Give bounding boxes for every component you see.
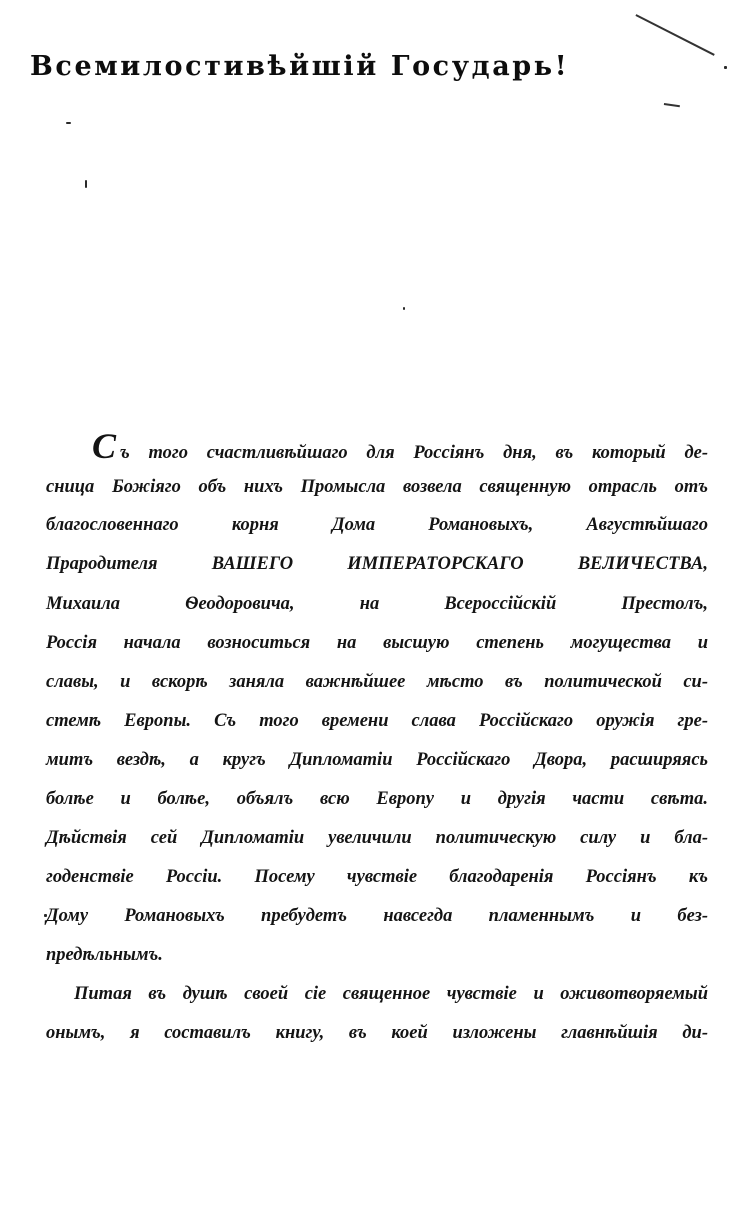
text-line: болѣе и болѣе, объялъ всю Европу и другія части свѣта. — [46, 789, 708, 809]
text-line: славы, и вскорѣ заняла важнѣйшее мѣсто въ политической си- — [46, 672, 708, 692]
text-line: Питая въ душѣ своей сіе священное чувствіе и оживотворяемый — [74, 984, 708, 1004]
text-line — [92, 426, 708, 466]
text-line: онымъ, я составилъ книгу, въ коей изложены главнѣйшія ди- — [46, 1023, 708, 1043]
drop-cap: С — [92, 426, 117, 466]
text-line: Дому Романовыхъ пребудетъ навсегда пламеннымъ и без- — [46, 906, 708, 926]
text-line: предѣльнымъ. — [46, 945, 163, 965]
text-line: годенствіе Россіи. Посему чувствіе благодаренія Россіянъ къ — [46, 867, 708, 887]
text-line: Михаила Ѳеодоровича, на Всероссійскій Престолъ, — [46, 594, 708, 614]
page-heading: Всемилостивѣйшій Государь! — [30, 51, 570, 82]
scan-speck — [403, 307, 405, 310]
text-line: Дѣйствія сей Дипломатіи увеличили политическую силу и бла- — [46, 828, 708, 848]
text-line: стемѣ Европы. Съ того времени слава Россійскаго оружія гре- — [46, 711, 708, 731]
scan-mark — [664, 103, 680, 107]
text-line: Прародителя ВАШЕГО ИМПЕРАТОРСКАГО ВЕЛИЧЕСТВА, — [46, 554, 708, 574]
text-line: Россія начала возноситься на высшую степень могущества и — [46, 633, 708, 653]
text-line-content: ъ того счастливѣйшаго для Россіянъ дня, въ который де- — [120, 443, 708, 463]
scan-speck — [85, 180, 87, 188]
scan-speck — [66, 122, 71, 124]
text-line: сница Божіяго объ нихъ Промысла возвела священную отрасль отъ — [46, 477, 708, 497]
scan-speck — [724, 66, 727, 69]
text-line: митъ вездѣ, а кругъ Дипломатіи Россійскаго Двора, расширяясь — [46, 750, 708, 770]
text-line: благословеннаго корня Дома Романовыхъ, Августѣйшаго — [46, 515, 708, 535]
scan-mark — [636, 14, 715, 55]
